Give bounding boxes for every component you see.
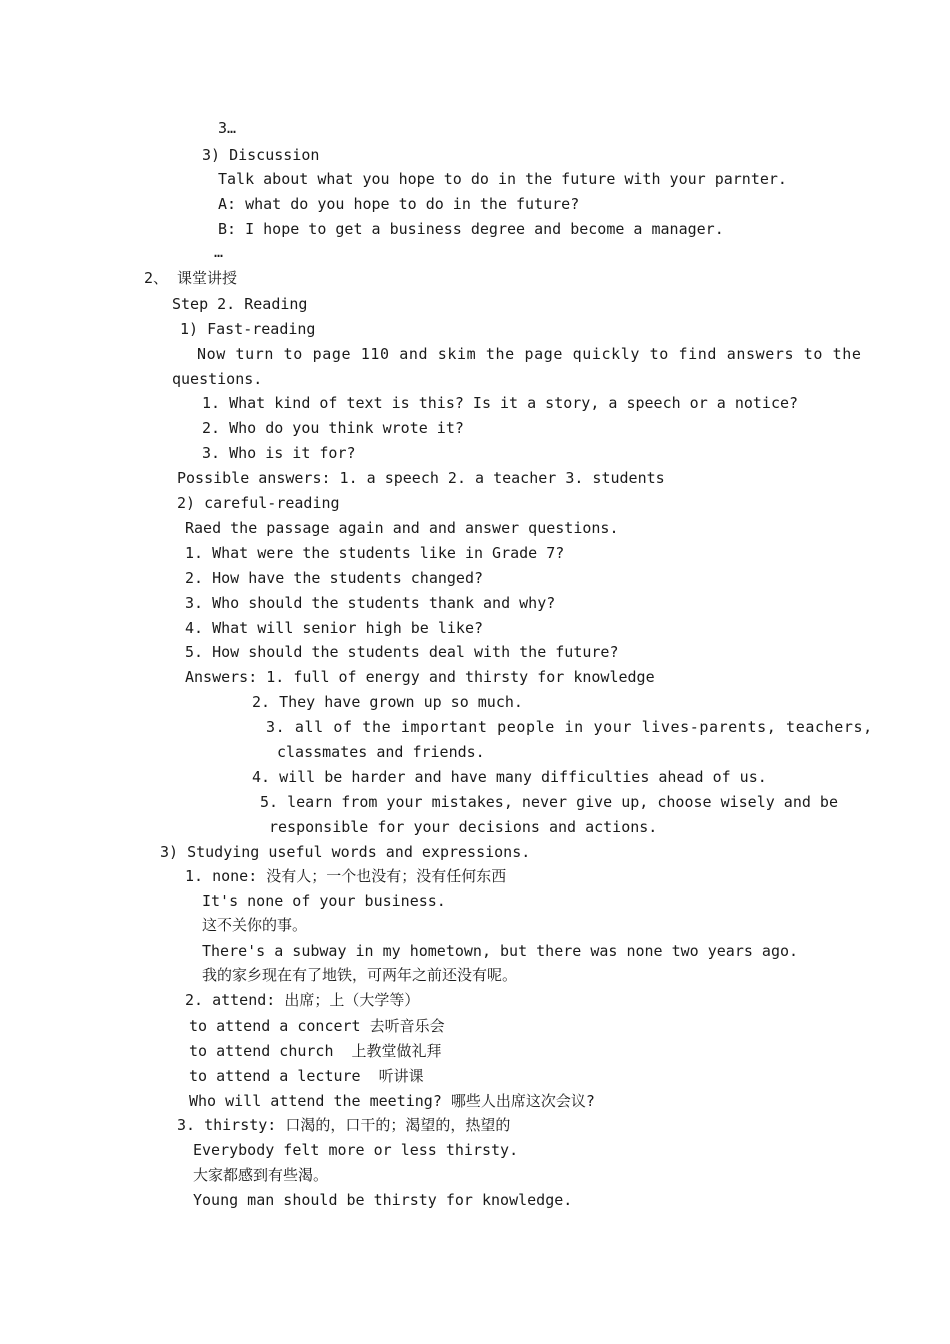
- question-item: 3. Who is it for?: [202, 444, 356, 462]
- step-heading: Step 2. Reading: [172, 295, 308, 313]
- answer-item: 5. learn from your mistakes, never give up, choose wisely and be: [260, 793, 838, 811]
- vocab-entry-attend: 2. attend: 出席；上（大学等）: [185, 991, 420, 1009]
- example-phrase: to attend a concert 去听音乐会: [189, 1017, 445, 1035]
- discussion-heading: 3) Discussion: [202, 146, 320, 164]
- example-sentence: It's none of your business.: [202, 892, 446, 910]
- answer-item: 2. They have grown up so much.: [252, 693, 523, 711]
- answer-item: 4. will be harder and have many difficulties ahead of us.: [252, 768, 767, 786]
- section-heading: 2、 课堂讲授: [144, 269, 238, 287]
- example-sentence: There's a subway in my hometown, but there was none two years ago.: [202, 942, 799, 960]
- answer-item-cont: responsible for your decisions and actions.: [269, 818, 658, 836]
- question-item: 4. What will senior high be like?: [185, 619, 484, 637]
- answer-item-cont: classmates and friends.: [277, 743, 485, 761]
- example-translation: 这不关你的事。: [202, 916, 308, 934]
- vocab-entry-thirsty: 3. thirsty: 口渴的，口干的；渴望的，热望的: [177, 1116, 511, 1134]
- list-continuation-ellipsis: 3…: [218, 119, 237, 137]
- fast-reading-instruction: Now turn to page 110 and skim the page quickly to find answers to the: [197, 345, 862, 363]
- question-item: 2. Who do you think wrote it?: [202, 419, 464, 437]
- vocab-entry-none: 1. none: 没有人；一个也没有；没有任何东西: [185, 867, 507, 885]
- example-phrase: to attend church 上教堂做礼拜: [189, 1042, 442, 1060]
- answer-item: 3. all of the important people in your lives-parents, teachers,: [266, 718, 873, 736]
- example-phrase: to attend a lecture 听讲课: [189, 1067, 424, 1085]
- question-item: 1. What were the students like in Grade 7?: [185, 544, 565, 562]
- example-sentence: Who will attend the meeting? 哪些人出席这次会议?: [189, 1092, 595, 1110]
- vocabulary-heading: 3) Studying useful words and expressions.: [160, 843, 531, 861]
- example-translation: 大家都感到有些渴。: [193, 1166, 329, 1184]
- dialogue-line-b: B: I hope to get a business degree and become a manager.: [218, 220, 724, 238]
- careful-reading-instruction: Raed the passage again and and answer questions.: [185, 519, 619, 537]
- discussion-instruction: Talk about what you hope to do in the future with your parnter.: [218, 170, 787, 188]
- dialogue-line-a: A: what do you hope to do in the future?: [218, 195, 580, 213]
- dialogue-ellipsis: …: [214, 243, 224, 261]
- fast-reading-instruction-cont: questions.: [172, 370, 263, 388]
- example-translation: 我的家乡现在有了地铁，可两年之前还没有呢。: [202, 966, 518, 984]
- fast-reading-heading: 1) Fast-reading: [180, 320, 316, 338]
- answer-item: Answers: 1. full of energy and thirsty for knowledge: [185, 668, 655, 686]
- example-sentence: Everybody felt more or less thirsty.: [193, 1141, 519, 1159]
- example-sentence: Young man should be thirsty for knowledge.: [193, 1191, 573, 1209]
- possible-answers: Possible answers: 1. a speech 2. a teacher 3. students: [177, 469, 665, 487]
- question-item: 3. Who should the students thank and why?: [185, 594, 556, 612]
- question-item: 2. How have the students changed?: [185, 569, 484, 587]
- question-item: 5. How should the students deal with the future?: [185, 643, 619, 661]
- careful-reading-heading: 2) careful-reading: [177, 494, 340, 512]
- question-item: 1. What kind of text is this? Is it a story, a speech or a notice?: [202, 394, 799, 412]
